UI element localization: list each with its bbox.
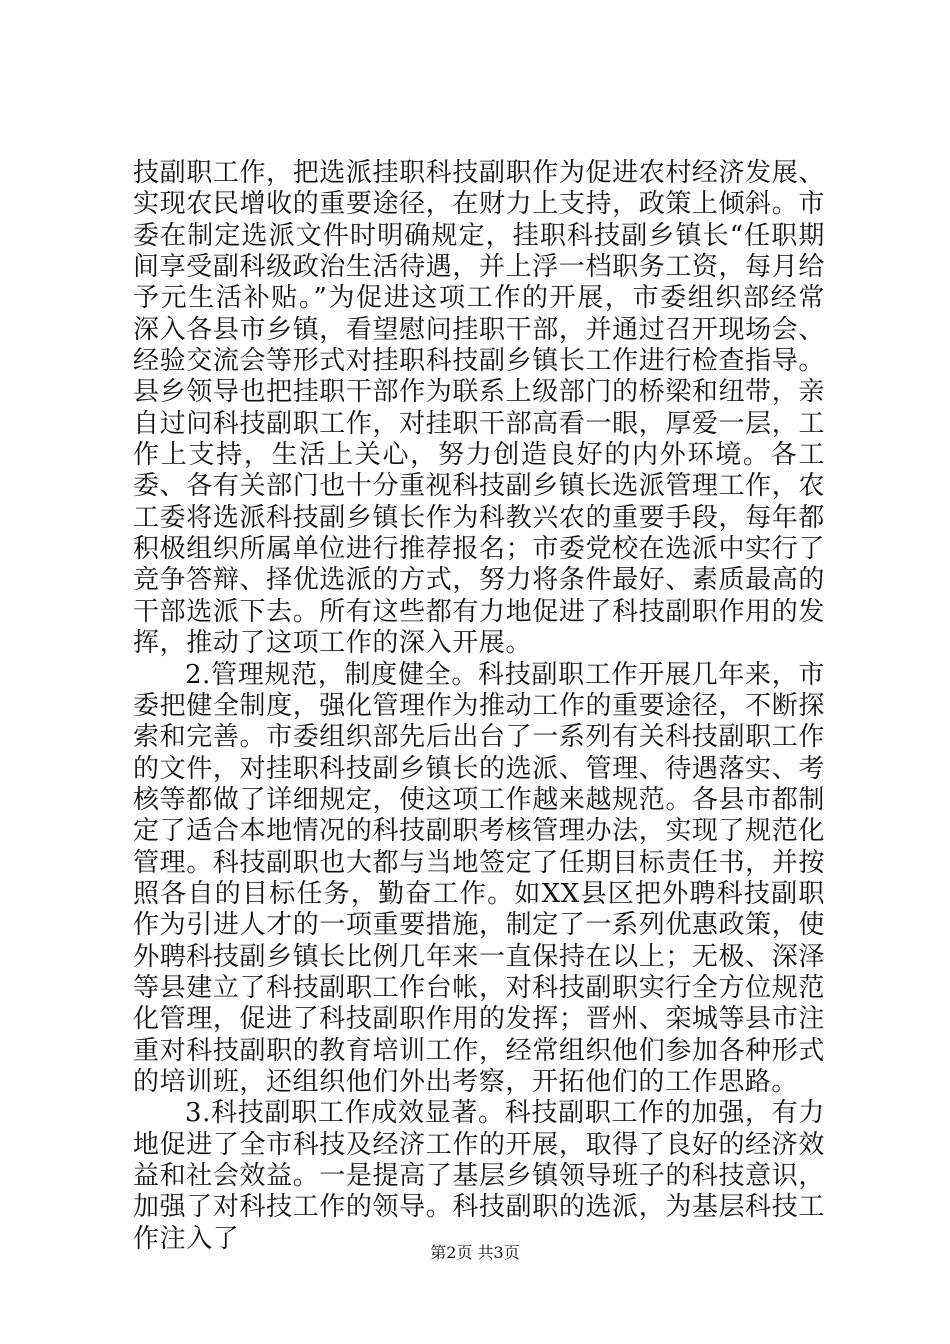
paragraph-3: 3.科技副职工作成效显著。科技副职工作的加强，有力地促进了全市科技及经济工作的开展，取得了良好的经济效益和社会效益。一是提高了基层乡镇领导班子的科技意识，加强了对科技工作的领导。科技副职的选派，为基层科技工作注入了 <box>133 1098 825 1254</box>
page-footer: 第2页 共3页 <box>430 1243 520 1262</box>
paragraph-1: 技副职工作，把选派挂职科技副职作为促进农村经济发展、实现农民增收的重要途径，在财力上支持，政策上倾斜。市委在制定选派文件时明确规定，挂职科技副乡镇长“任职期间享受副科级政治生活待遇，并上浮一档职务工资，每月给予元生活补贴。”为促进这项工作的开展，市委组织部经常深入各县市乡镇，看望慰问挂职干部，并通过召开现场会、经验交流会等形式对挂职科技副乡镇长工作进行检查指导。县乡领导也把挂职干部作为联系上级部门的桥梁和纽带，亲自过问科技副职工作，对挂职干部高看一眼，厚爱一层，工作上支持，生活上关心，努力创造良好的内外环境。各工委、各有关部门也十分重视科技副乡镇长选派管理工作，农工委将选派科技副乡镇长作为科教兴农的重要手段，每年都积极组织所属单位进行推荐报名；市委党校在选派中实行了竞争答辩、择优选派的方式，努力将条件最好、素质最高的干部选派下去。所有这些都有力地促进了科技副职作用的发挥，推动了这项工作的深入开展。 <box>133 158 825 659</box>
paragraph-2: 2.管理规范，制度健全。科技副职工作开展几年来，市委把健全制度，强化管理作为推动工作的重要途径，不断探索和完善。市委组织部先后出台了一系列有关科技副职工作的文件，对挂职科技副乡镇长的选派、管理、待遇落实、考核等都做了详细规定，使这项工作越来越规范。各县市都制定了适合本地情况的科技副职考核管理办法，实现了规范化管理。科技副职也大都与当地签定了任期目标责任书，并按照各自的目标任务，勤奋工作。如XX县区把外聘科技副职作为引进人才的一项重要措施，制定了一系列优惠政策，使外聘科技副乡镇长比例几年来一直保持在以上；无极、深泽等县建立了科技副职工作台帐，对科技副职实行全方位规范化管理，促进了科技副职作用的发挥；晋州、栾城等县市注重对科技副职的教育培训工作，经常组织他们参加各种形式的培训班，还组织他们外出考察，开拓他们的工作思路。 <box>133 659 825 1097</box>
document-body <box>133 158 825 1255</box>
